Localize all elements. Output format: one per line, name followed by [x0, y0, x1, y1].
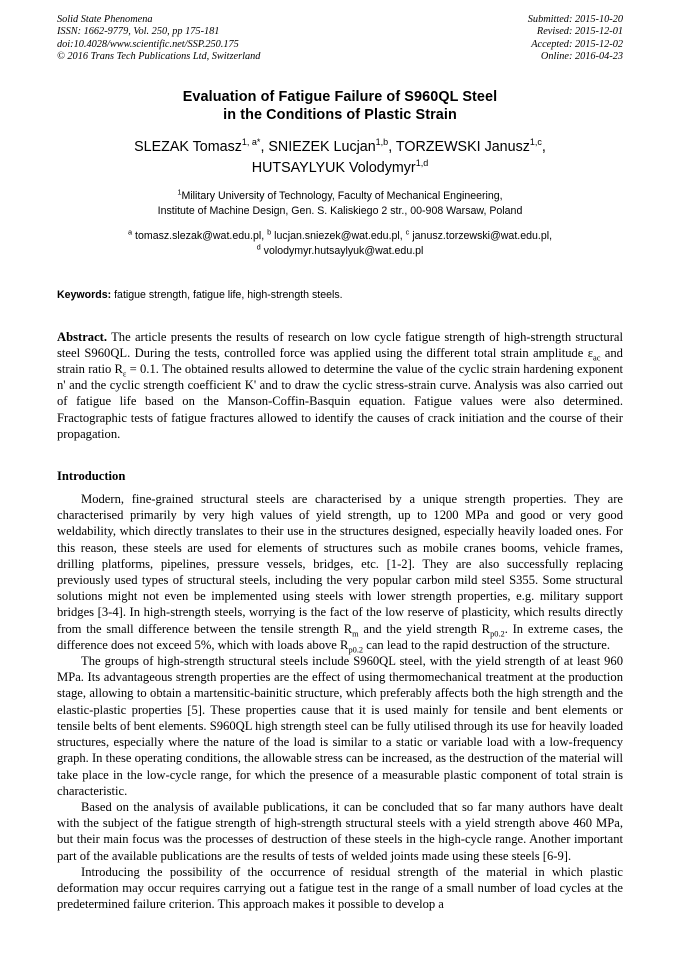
journal-header-left [57, 14, 260, 64]
email-address[interactable]: janusz.torzewski@wat.edu.pl [412, 229, 550, 242]
intro-paragraph-2: The groups of high-strength structural steels include S960QL steel, with the yield strength of at least 960 MPa. Its advantageous strength properties are the effect of using thermomechanical treatment at the production stage, allowing to obtain a martensitic-bainitic structure, which preferably affects both the high strength and the elastic-plastic properties [5]. These properties cause that it is used mainly for tensile and bent elements or tensile belts of bent elements. S960QL high strength steel can be fully utilised through its use for heavily loaded structures, especially where the nature of the load is similar to a static or variable load with a low-frequency graph. In these operating conditions, the allowable stress can be increased, as the destruction of the material will take place in the low-cycle range, for which the presence of a measurable plastic component of total strain is characteristic. [57, 654, 623, 798]
date-online: Online: 2016-04-23 [540, 51, 623, 63]
intro-p1-part-a: Modern, fine-grained structural steels are characterised by a unique strength properties. They are characterised primarily by very high values of yield strength, up to 1200 MPa and good or very good weldability, which directly translates to their use in the structures designed, especially heavily loaded ones. For this reason, these steels are used for elements of structures such as mobile cranes booms, vehicle frames, drilling platforms, pipelines, pressure vessels, bridges, etc. [1-2]. They are also successfully replacing previously used types of structural steels, including the very popular carbon mild steel S355. Some structural solutions might not even be implemented using steels with lower strength properties, e.g. military support bridges [3-4]. In high-strength steels, worrying is the fact of the low reserve of plasticity, which results directly from the small difference between the tensile strength R [57, 492, 623, 636]
date-accepted: Accepted: 2015-12-02 [531, 38, 623, 50]
author-affiliation-marker: 1,d [415, 157, 429, 168]
intro-p1-part-d: can lead to the rapid destruction of the structure. [363, 637, 610, 652]
email-address[interactable]: lucjan.sniezek@wat.edu.pl [274, 229, 400, 242]
paper-title-line-2: in the Conditions of Plastic Strain [223, 106, 457, 123]
affiliation-line-1 [57, 189, 623, 205]
abstract-subscript-epsilon: ε [122, 369, 127, 379]
journal-issn-line: ISSN: 1662-9779, Vol. 250, pp 175-181 [57, 26, 220, 38]
journal-name: Solid State Phenomena [57, 14, 153, 25]
abstract-text-part-1: The article presents the results of research on low cycle fatigue strength of high-strength structural steel S960QL. During the tests, controlled force was applied using the different total strain amplitude ε [57, 329, 623, 360]
keywords-value: fatigue strength, fatigue life, high-strength steels. [111, 288, 343, 301]
email-marker: d [256, 242, 261, 252]
email-address[interactable]: volodymyr.hutsaylyuk@wat.edu.pl [263, 245, 424, 258]
author-list [57, 137, 623, 179]
intro-subscript-p02-first: p0.2 [490, 629, 505, 639]
author-affiliation-marker: 1,c [529, 136, 542, 147]
section-heading-introduction: Introduction [57, 469, 126, 484]
journal-header-right [528, 14, 623, 64]
journal-copyright: © 2016 Trans Tech Publications Ltd, Switzerland [57, 51, 261, 63]
author-name: SNIEZEK Lucjan [268, 138, 376, 155]
paper-title-line-1: Evaluation of Fatigue Failure of S960QL Steel [182, 88, 498, 105]
email-address[interactable]: tomasz.slezak@wat.edu.pl [135, 229, 262, 242]
intro-paragraph-3: Based on the analysis of available publications, it can be concluded that so far many authors have dealt with the subject of the fatigue strength of high-strength structural steels with a yield strength above 460 MPa, but their main focus was the processes of destruction of these steels in the high-cycle range. Another important part of the available publications are the results of tests of welded joints made using these steels [6-9]. [57, 799, 623, 863]
intro-p1-part-c: . In extreme cases, the difference does not exceed 5%, which with loads above R [57, 621, 623, 652]
affiliation [57, 189, 623, 220]
author-name: TORZEWSKI Janusz [395, 138, 530, 155]
author-name: SLEZAK Tomasz [134, 138, 242, 155]
email-marker: a [127, 227, 133, 237]
abstract-text-part-3: = 0.1. The obtained results allowed to determine the value of the cyclic strain hardening exponent n' and the cyclic strength coefficient K' and to draw the cyclic stress-strain curve. Analysis was also carried out of fatigue life based on the Manson-Coffin-Basquin equation. Fatigue values were also determined. Fractographic tests of fatigue fractures allowed to identify the causes of crack initiation and the course of their propagation. [57, 362, 623, 441]
author-name: HUTSAYLYUK Volodymyr [251, 159, 416, 176]
page-title [57, 88, 623, 124]
abstract-text-part-2: and strain ratio R [57, 345, 623, 377]
abstract-subscript-ac: ac [593, 353, 601, 363]
date-submitted: Submitted: 2015-10-20 [527, 14, 623, 25]
intro-p1-part-b: and the yield strength R [358, 621, 491, 636]
journal-doi: doi:10.4028/www.scientific.net/SSP.250.175 [57, 38, 239, 50]
title-block [57, 88, 623, 260]
abstract-paragraph [57, 329, 623, 442]
abstract-label: Abstract. [57, 329, 108, 344]
journal-header [57, 14, 623, 64]
author-emails [57, 229, 623, 260]
intro-subscript-p02-second: p0.2 [348, 645, 364, 655]
affiliation-line-2: Institute of Machine Design, Gen. S. Kaliskiego 2 str., 00-908 Warsaw, Poland [157, 205, 523, 218]
author-line-1: SLEZAK Tomasz$^{1, a*}$, SNIEZEK Lucjan$^{1,b}$, TORZEWSKI Janusz$^{1,c}$, [134, 136, 546, 155]
intro-paragraph-4: Introducing the possibility of the occurrence of residual strength of the material in which plastic deformation may occur requires carrying out a fatigue test in the range of a small number of load cycles at the predetermined failure criterion. This approach makes it possible to develop a [57, 864, 623, 912]
keywords-line [57, 288, 623, 303]
page-content [57, 14, 623, 912]
email-marker: c [405, 227, 410, 237]
author-line-2 [57, 158, 623, 179]
email-line-2 [57, 244, 623, 260]
affiliation-marker: 1 [177, 187, 182, 197]
keywords-label: Keywords: [57, 288, 112, 301]
intro-subscript-m: m [352, 629, 359, 639]
author-affiliation-marker: 1, a* [241, 136, 261, 147]
author-affiliation-marker: 1,b [375, 136, 389, 147]
date-revised: Revised: 2015-12-01 [536, 26, 623, 38]
email-marker: b [267, 227, 272, 237]
affiliation-text: Military University of Technology, Faculty of Mechanical Engineering, [181, 189, 503, 202]
email-line-1: $^a$ tomasz.slezak@wat.edu.pl, $^b$ lucjan.sniezek@wat.edu.pl, $^c$ janusz.torzewski@wat.edu.pl, [127, 227, 553, 242]
intro-paragraph-1 [57, 491, 623, 653]
